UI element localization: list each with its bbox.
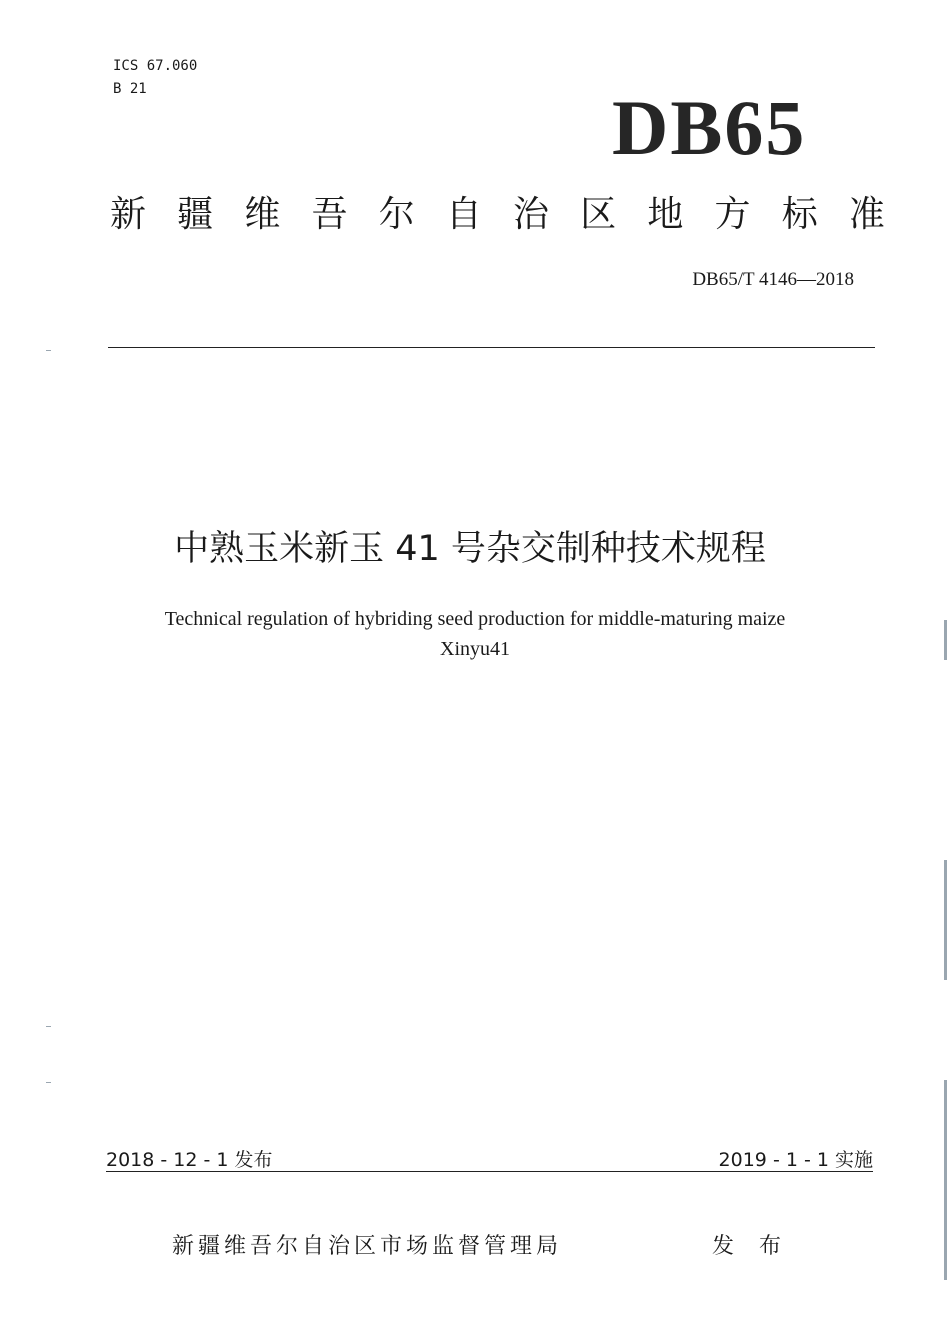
scan-artifact	[944, 1080, 947, 1280]
top-divider	[108, 347, 875, 348]
db65-logo: DB65	[612, 84, 807, 171]
publish-date: 2018 - 12 - 1 发布	[106, 1149, 273, 1171]
issuing-authority: 新疆维吾尔自治区市场监督管理局	[172, 1234, 563, 1259]
authority-char: 疆	[177, 194, 214, 235]
scan-artifact	[46, 1082, 51, 1083]
scan-artifact	[944, 620, 947, 660]
scan-artifact	[46, 1026, 51, 1027]
title-english	[0, 604, 950, 664]
authority-char: 自	[445, 194, 482, 235]
scan-artifact	[944, 860, 947, 980]
authority-char: 准	[848, 194, 885, 235]
authority-char: 方	[714, 194, 751, 235]
authority-char: 区	[580, 194, 617, 235]
title-english-line2: Xinyu41	[440, 638, 510, 660]
authority-char: 吾	[311, 194, 348, 235]
authority-char: 标	[781, 194, 818, 235]
scan-artifact	[46, 350, 51, 351]
bottom-divider	[106, 1171, 873, 1172]
authority-char: 地	[647, 194, 684, 235]
authority-char: 维	[244, 194, 281, 235]
title-english-line1: Technical regulation of hybriding seed production for middle-maturing maize	[164, 608, 786, 630]
authority-heading	[110, 190, 885, 240]
authority-char: 尔	[378, 194, 415, 235]
authority-char: 治	[513, 194, 550, 235]
standard-number: DB65/T 4146—2018	[692, 269, 854, 290]
ics-code: ICS 67.060	[113, 58, 198, 74]
implement-date: 2019 - 1 - 1 实施	[718, 1149, 873, 1171]
classification-code: B 21	[113, 81, 147, 97]
title-chinese: 中熟玉米新玉 41 号杂交制种技术规程	[174, 529, 766, 569]
issue-label: 发 布	[712, 1234, 790, 1259]
authority-char: 新	[110, 194, 147, 235]
